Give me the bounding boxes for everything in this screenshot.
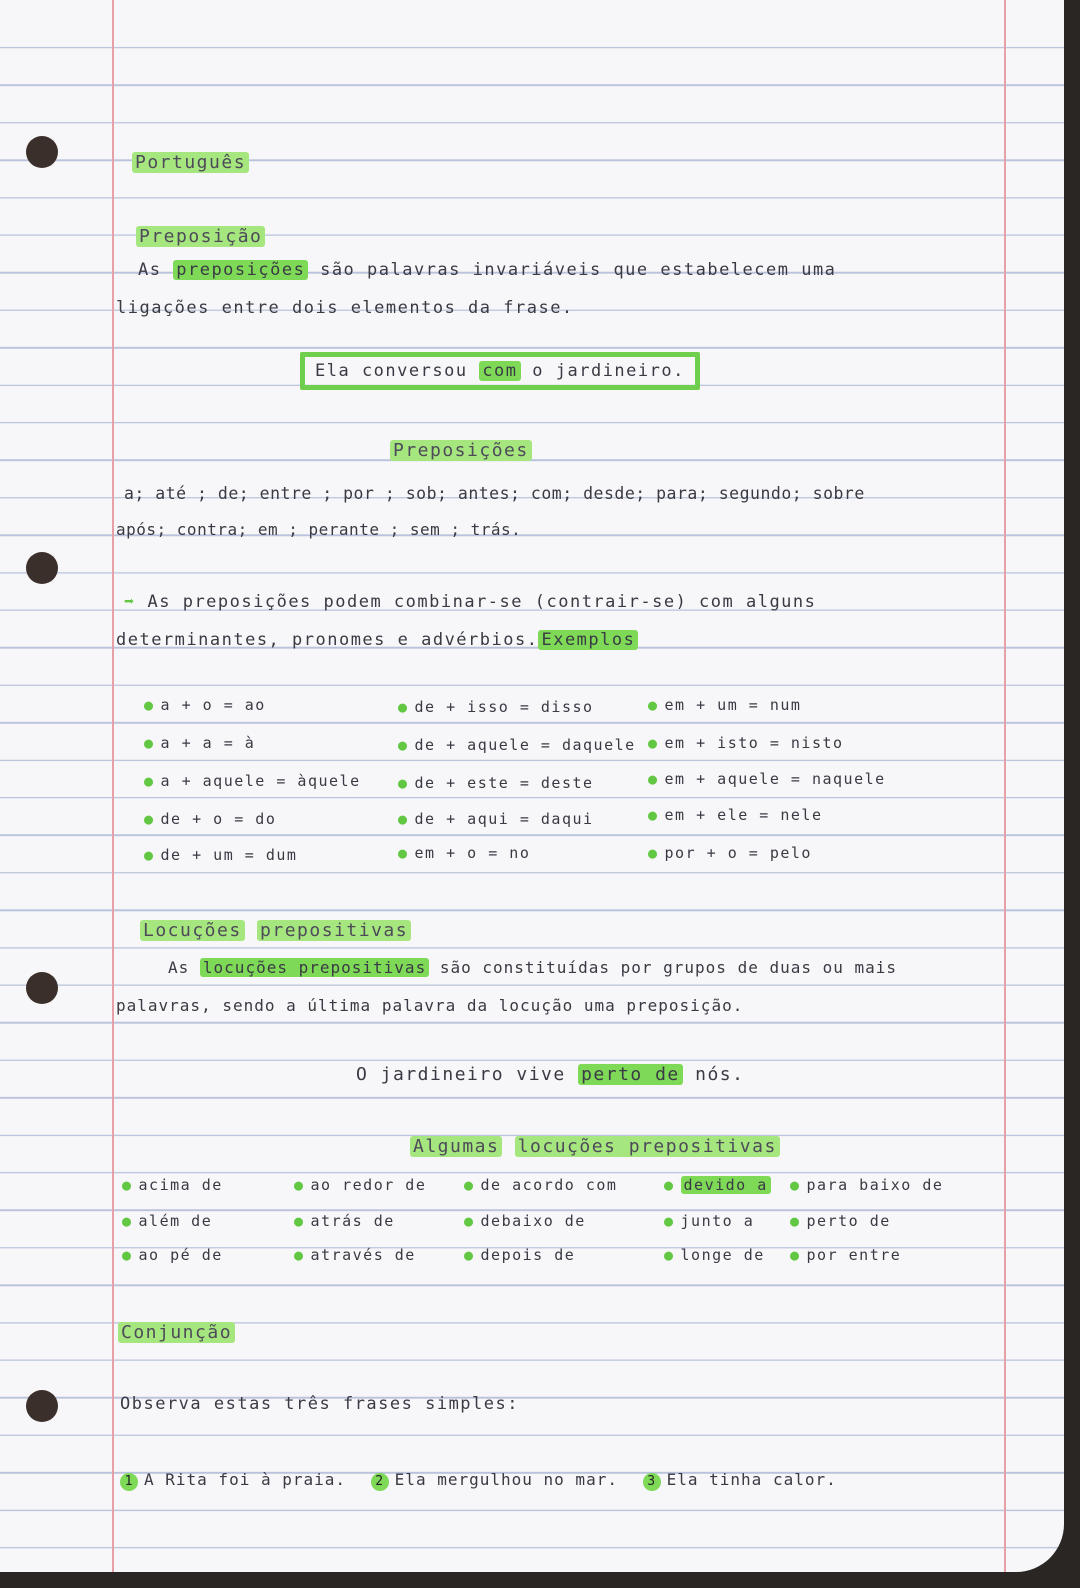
contraction-text: de + isso = disso (414, 698, 594, 716)
locucao-item: ● por entre (790, 1246, 902, 1264)
prep-list-line-1: a; até ; de; entre ; por ; sob; antes; com; desde; para; segundo; sobre (124, 484, 865, 503)
contraction-item: ● a + o = ao (144, 696, 266, 714)
algumas-title-1: Algumas (410, 1136, 502, 1157)
locucao-item: ● além de (122, 1212, 213, 1230)
combine-line-1 (124, 592, 816, 612)
definition-line-1 (138, 260, 836, 280)
contraction-text: a + o = ao (160, 696, 266, 714)
number-badge: 3 (643, 1473, 661, 1491)
contraction-item: ● a + a = à (144, 734, 256, 752)
arrow-icon: ➡ (124, 592, 136, 612)
locucao-text: ao redor de (310, 1176, 427, 1194)
locucao-text: atrás de (310, 1212, 395, 1230)
example-text: nós. (695, 1064, 745, 1085)
contraction-text: em + um = num (664, 696, 802, 714)
example-highlight: perto de (578, 1064, 683, 1085)
definition-line-2: ligações entre dois elementos da frase. (116, 298, 574, 318)
number-badge: 2 (371, 1473, 389, 1491)
contraction-item: ● de + o = do (144, 810, 277, 828)
contraction-text: de + este = deste (414, 774, 594, 792)
contraction-text: de + o = do (160, 810, 277, 828)
contraction-item: ● por + o = pelo (648, 844, 812, 862)
contraction-item: ● a + aquele = àquele (144, 772, 361, 790)
contraction-text: de + um = dum (160, 846, 298, 864)
def-rest: são constituídas por grupos de duas ou mais (439, 958, 898, 977)
locucao-item: ● de acordo com (464, 1176, 618, 1194)
locucao-item: ● junto a (664, 1212, 755, 1230)
locucoes-title-hl: Locuções (140, 920, 245, 941)
binder-hole (26, 1390, 58, 1422)
def-rest: são palavras invariáveis que estabelecem uma (320, 260, 837, 280)
def-highlight: preposições (173, 260, 308, 280)
combine-text-2: determinantes, pronomes e advérbios. (116, 630, 539, 650)
locucao-text: junto a (680, 1212, 755, 1230)
section-title-locucoes (140, 920, 411, 941)
locucao-item: ● ao pé de (122, 1246, 223, 1264)
section-title-conjuncao (118, 1322, 235, 1343)
locucao-text: ao pé de (138, 1246, 223, 1264)
locucao-item: ● acima de (122, 1176, 223, 1194)
page-heading (132, 152, 249, 173)
locucao-text: de acordo com (480, 1176, 618, 1194)
locucao-text: devido a (681, 1176, 771, 1194)
locucao-text: por entre (806, 1246, 902, 1264)
locucao-text: perto de (806, 1212, 891, 1230)
locucao-item: ● perto de (790, 1212, 891, 1230)
prep-list-title-text: Preposições (390, 440, 532, 461)
right-margin-line (1004, 0, 1006, 1572)
locucao-text: debaixo de (480, 1212, 586, 1230)
left-margin-line (112, 0, 114, 1572)
number-badge: 1 (120, 1473, 138, 1491)
locucao-item: ● através de (294, 1246, 416, 1264)
locucao-item: ● debaixo de (464, 1212, 586, 1230)
locucao-item: ● devido a (664, 1176, 771, 1194)
locucao-item: ● longe de (664, 1246, 765, 1264)
contraction-item: ● em + isto = nisto (648, 734, 844, 752)
contraction-item: ● em + um = num (648, 696, 802, 714)
example-text: O jardineiro vive (356, 1064, 566, 1085)
conjuncao-sentences (120, 1470, 837, 1491)
contraction-text: a + a = à (160, 734, 256, 752)
locucao-item: ● ao redor de (294, 1176, 427, 1194)
contraction-item: ● em + aquele = naquele (648, 770, 886, 788)
conjuncao-title-text: Conjunção (118, 1322, 235, 1343)
section-title-text: Preposição (136, 226, 265, 247)
contraction-text: a + aquele = àquele (160, 772, 361, 790)
locucao-text: acima de (138, 1176, 223, 1194)
combine-line-2 (116, 630, 638, 650)
def-highlight: locuções prepositivas (200, 958, 429, 977)
contraction-item: ● em + ele = nele (648, 806, 823, 824)
example-box-1 (300, 352, 700, 390)
contraction-item: ● de + isso = disso (398, 698, 594, 716)
combine-text: As preposições podem combinar-se (contrair-se) com alguns (147, 592, 817, 612)
contraction-text: em + o = no (414, 844, 531, 862)
contraction-item: ● de + aquele = daquele (398, 736, 636, 754)
locucao-item: ● atrás de (294, 1212, 395, 1230)
algumas-title (410, 1136, 780, 1157)
contraction-text: de + aqui = daqui (414, 810, 594, 828)
example-highlight: com (479, 361, 520, 381)
algumas-title-2: locuções prepositivas (515, 1136, 780, 1157)
locucao-text: longe de (680, 1246, 765, 1264)
contraction-item: ● de + este = deste (398, 774, 594, 792)
contraction-text: de + aquele = daquele (414, 736, 636, 754)
locucao-text: através de (310, 1246, 416, 1264)
contraction-text: em + aquele = naquele (664, 770, 886, 788)
sentence-1: A Rita foi à praia. (144, 1470, 347, 1489)
prep-list-title (390, 440, 532, 461)
contraction-text: por + o = pelo (664, 844, 812, 862)
locucao-text: além de (138, 1212, 213, 1230)
def-word: As (138, 260, 162, 280)
binder-hole (26, 136, 58, 168)
example-text: Ela conversou (315, 361, 468, 381)
contraction-item: ● em + o = no (398, 844, 531, 862)
contraction-item: ● de + um = dum (144, 846, 298, 864)
locucoes-def-line-1 (168, 958, 897, 977)
contraction-text: em + isto = nisto (664, 734, 844, 752)
example-sentence-2 (356, 1064, 744, 1085)
locucao-item: ● depois de (464, 1246, 576, 1264)
locucao-text: depois de (480, 1246, 576, 1264)
locucao-item: ● para baixo de (790, 1176, 944, 1194)
binder-hole (26, 552, 58, 584)
binder-hole (26, 972, 58, 1004)
section-title-preposicao (136, 226, 265, 247)
example-text: o jardineiro. (532, 361, 685, 381)
contraction-text: em + ele = nele (664, 806, 823, 824)
conjuncao-intro: Observa estas três frases simples: (120, 1394, 519, 1414)
def-word: As (168, 958, 190, 977)
sentence-2: Ela mergulhou no mar. (394, 1470, 618, 1489)
locucoes-def-line-2: palavras, sendo a última palavra da locução uma preposição. (116, 996, 744, 1015)
prep-list-line-2: após; contra; em ; perante ; sem ; trás. (116, 520, 522, 539)
page-heading-text: Português (132, 152, 249, 173)
locucao-text: para baixo de (806, 1176, 944, 1194)
examples-highlight: Exemplos (538, 630, 638, 650)
sentence-3: Ela tinha calor. (666, 1470, 837, 1489)
contraction-item: ● de + aqui = daqui (398, 810, 594, 828)
locucoes-title-rest: prepositivas (257, 920, 411, 941)
